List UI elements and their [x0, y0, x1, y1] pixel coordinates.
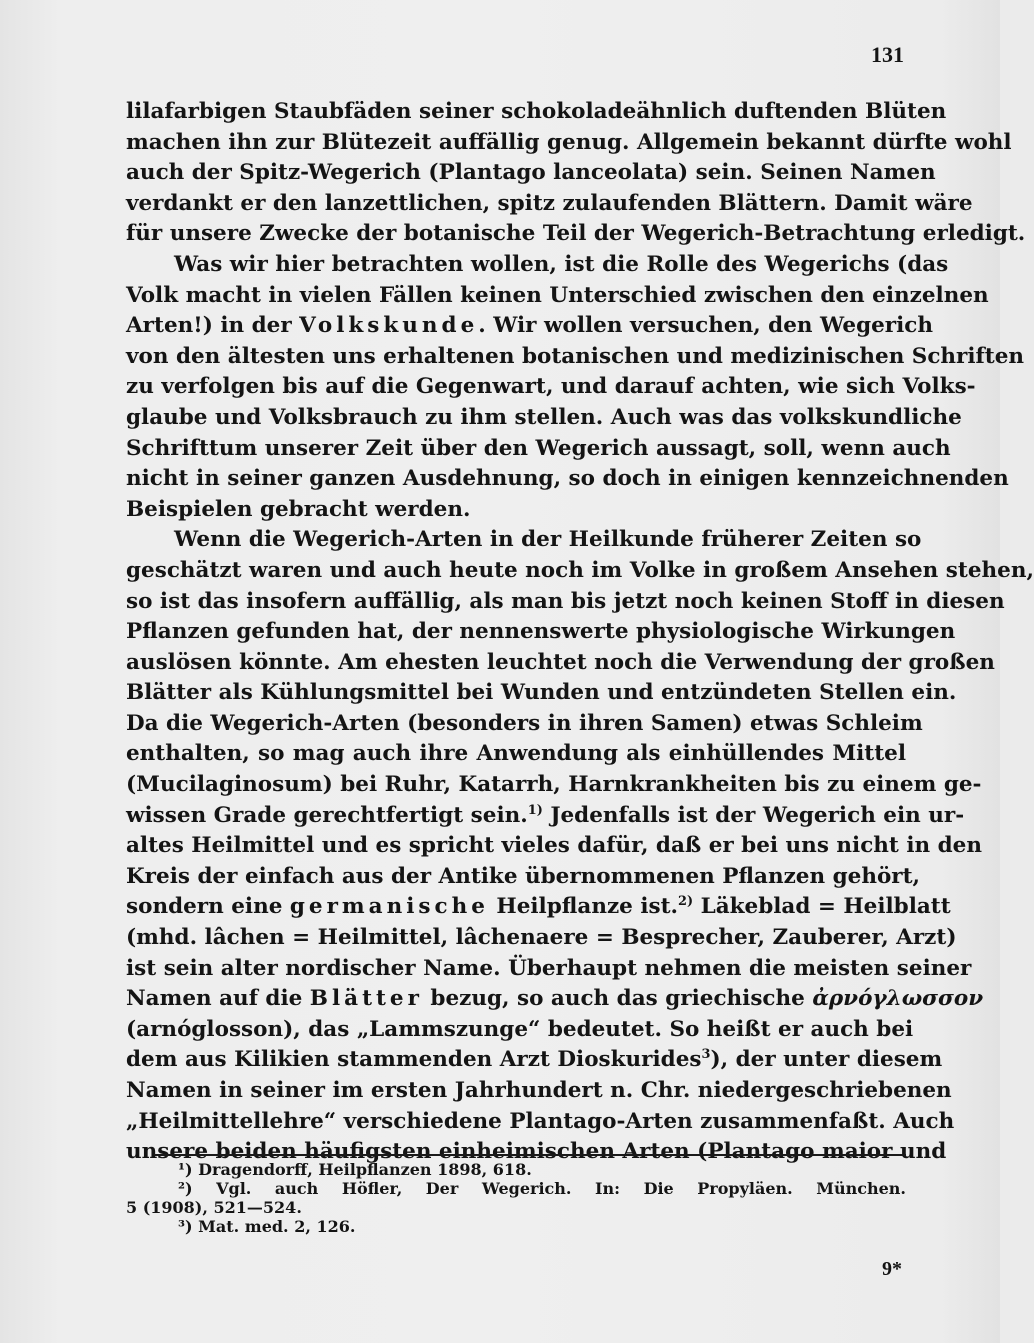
text-line: Kreis der einfach aus der Antike übernommenen Pflanzen gehört, [126, 863, 921, 889]
text-line [126, 984, 984, 1015]
text-line: Was wir hier betrachten wollen, ist die Rolle des Wegerichs (das [174, 251, 949, 277]
footnote-ref: 1) [527, 802, 543, 818]
text-fragment: . Wir wollen versuchen, den Wegerich [478, 313, 934, 339]
text-fragment: dem aus Kilikien stammenden Arzt Dioskurides [126, 1047, 702, 1073]
signature-mark: 9* [882, 1258, 902, 1280]
text-line: glaube und Volksbrauch zu ihm stellen. Auch was das volkskundliche [126, 404, 962, 430]
footnote-2: ²) Vgl. auch Höfler, Der Wegerich. In: Die Propyläen. München. [178, 1179, 906, 1198]
text-line: geschätzt waren und auch heute noch im Volke in großem Ansehen stehen, [126, 557, 1034, 583]
text-line: altes Heilmittel und es spricht vieles dafür, daß er bei uns nicht in den [126, 833, 982, 859]
text-line [126, 1045, 943, 1076]
text-line: verdankt er den lanzettlichen, spitz zulaufenden Blättern. Damit wäre [126, 190, 973, 216]
text-line: lilafarbigen Staubfäden seiner schokoladeähnlich duftenden Blüten [126, 99, 947, 124]
text-line: machen ihn zur Blütezeit auffällig genug. Allgemein bekannt dürfte wohl [126, 129, 1012, 155]
text-line: zu verfolgen bis auf die Gegenwart, und darauf achten, wie sich Volks- [126, 374, 976, 400]
page-number: 131 [871, 42, 904, 67]
text-line: „Heilmittellehre“ verschiedene Plantago-Arten zusammenfaßt. Auch [126, 1108, 955, 1134]
text-line: ist sein alter nordischer Name. Überhaupt nehmen die meisten seiner [126, 955, 972, 981]
text-line: Volk macht in vielen Fällen keinen Unterschied zwischen den einzelnen [126, 282, 989, 308]
text-line: Beispielen gebracht werden. [126, 496, 471, 522]
text-line: (Mucilaginosum) bei Ruhr, Katarrh, Harnkrankheiten bis zu einem ge- [126, 772, 982, 798]
footnote-1: ¹) Dragendorff, Heilpflanzen 1898, 618. [178, 1160, 532, 1179]
text-line: Pflanzen gefunden hat, der nennenswerte physiologische Wirkungen [126, 619, 956, 645]
footnotes [126, 1160, 906, 1236]
text-line: unsere beiden häufigsten einheimischen Arten (Plantago maior und [126, 1139, 947, 1165]
text-line: (arnóglosson), das „Lammszunge“ bedeutet. So heißt er auch bei [126, 1016, 914, 1042]
text-fragment: wissen Grade gerechtfertigt sein. [126, 802, 528, 828]
spaced-emphasis: Blätter [309, 986, 423, 1012]
text-line [126, 892, 951, 923]
text-line: (mhd. lâchen = Heilmittel, lâchenaere = Besprecher, Zauberer, Arzt) [126, 925, 957, 951]
text-line: von den ältesten uns erhaltenen botanischen und medizinischen Schriften [126, 343, 1025, 369]
text-line: so ist das insofern auffällig, als man bis jetzt noch keinen Stoff in diesen [126, 588, 1005, 614]
text-line: enthalten, so mag auch ihre Anwendung als einhüllendes Mittel [126, 741, 906, 767]
text-line: Namen in seiner im ersten Jahrhundert n. Chr. niedergeschriebenen [126, 1078, 952, 1103]
text-fragment: Namen auf die [126, 986, 310, 1012]
text-fragment: Heilpflanze ist. [488, 894, 679, 920]
text-line: Schrifttum unserer Zeit über den Wegerich aussagt, soll, wenn auch [126, 435, 951, 461]
text-line: Da die Wegerich-Arten (besonders in ihren Samen) etwas Schleim [126, 710, 923, 736]
text-line: für unsere Zwecke der botanische Teil der Wegerich-Betrachtung erledigt. [126, 221, 1026, 247]
text-fragment: ), der unter diesem [710, 1047, 943, 1073]
body-text [126, 97, 1034, 1168]
text-line [126, 801, 965, 832]
text-fragment: Arten!) in der [126, 313, 300, 339]
text-line [126, 311, 934, 342]
footnote-rule [154, 1154, 906, 1156]
spaced-emphasis: Volkskunde [299, 313, 479, 339]
greek-word: ἀρνόγλωσσον [812, 986, 984, 1012]
text-fragment: Jedenfalls ist der Wegerich ein ur- [542, 802, 965, 828]
text-line: nicht in seiner ganzen Ausdehnung, so doch in einigen kennzeichnenden [126, 466, 1009, 492]
text-line: Blätter als Kühlungsmittel bei Wunden und entzündeten Stellen ein. [126, 680, 957, 706]
spaced-emphasis: germanische [289, 894, 489, 920]
text-fragment: bezug, so auch das griechische [422, 986, 813, 1012]
footnote-2-continuation: 5 (1908), 521—524. [126, 1198, 302, 1217]
text-line: auslösen könnte. Am ehesten leuchtet noch die Verwendung der großen [126, 649, 995, 675]
footnote-ref: 3 [701, 1047, 711, 1063]
footnote-3: ³) Mat. med. 2, 126. [178, 1217, 356, 1236]
text-fragment: Läkeblad = Heilblatt [693, 894, 951, 920]
text-fragment: sondern eine [126, 894, 290, 920]
text-line: auch der Spitz-Wegerich (Plantago lanceolata) sein. Seinen Namen [126, 160, 936, 186]
text-line: Wenn die Wegerich-Arten in der Heilkunde früherer Zeiten so [174, 527, 922, 553]
footnote-ref: 2) [678, 894, 694, 910]
